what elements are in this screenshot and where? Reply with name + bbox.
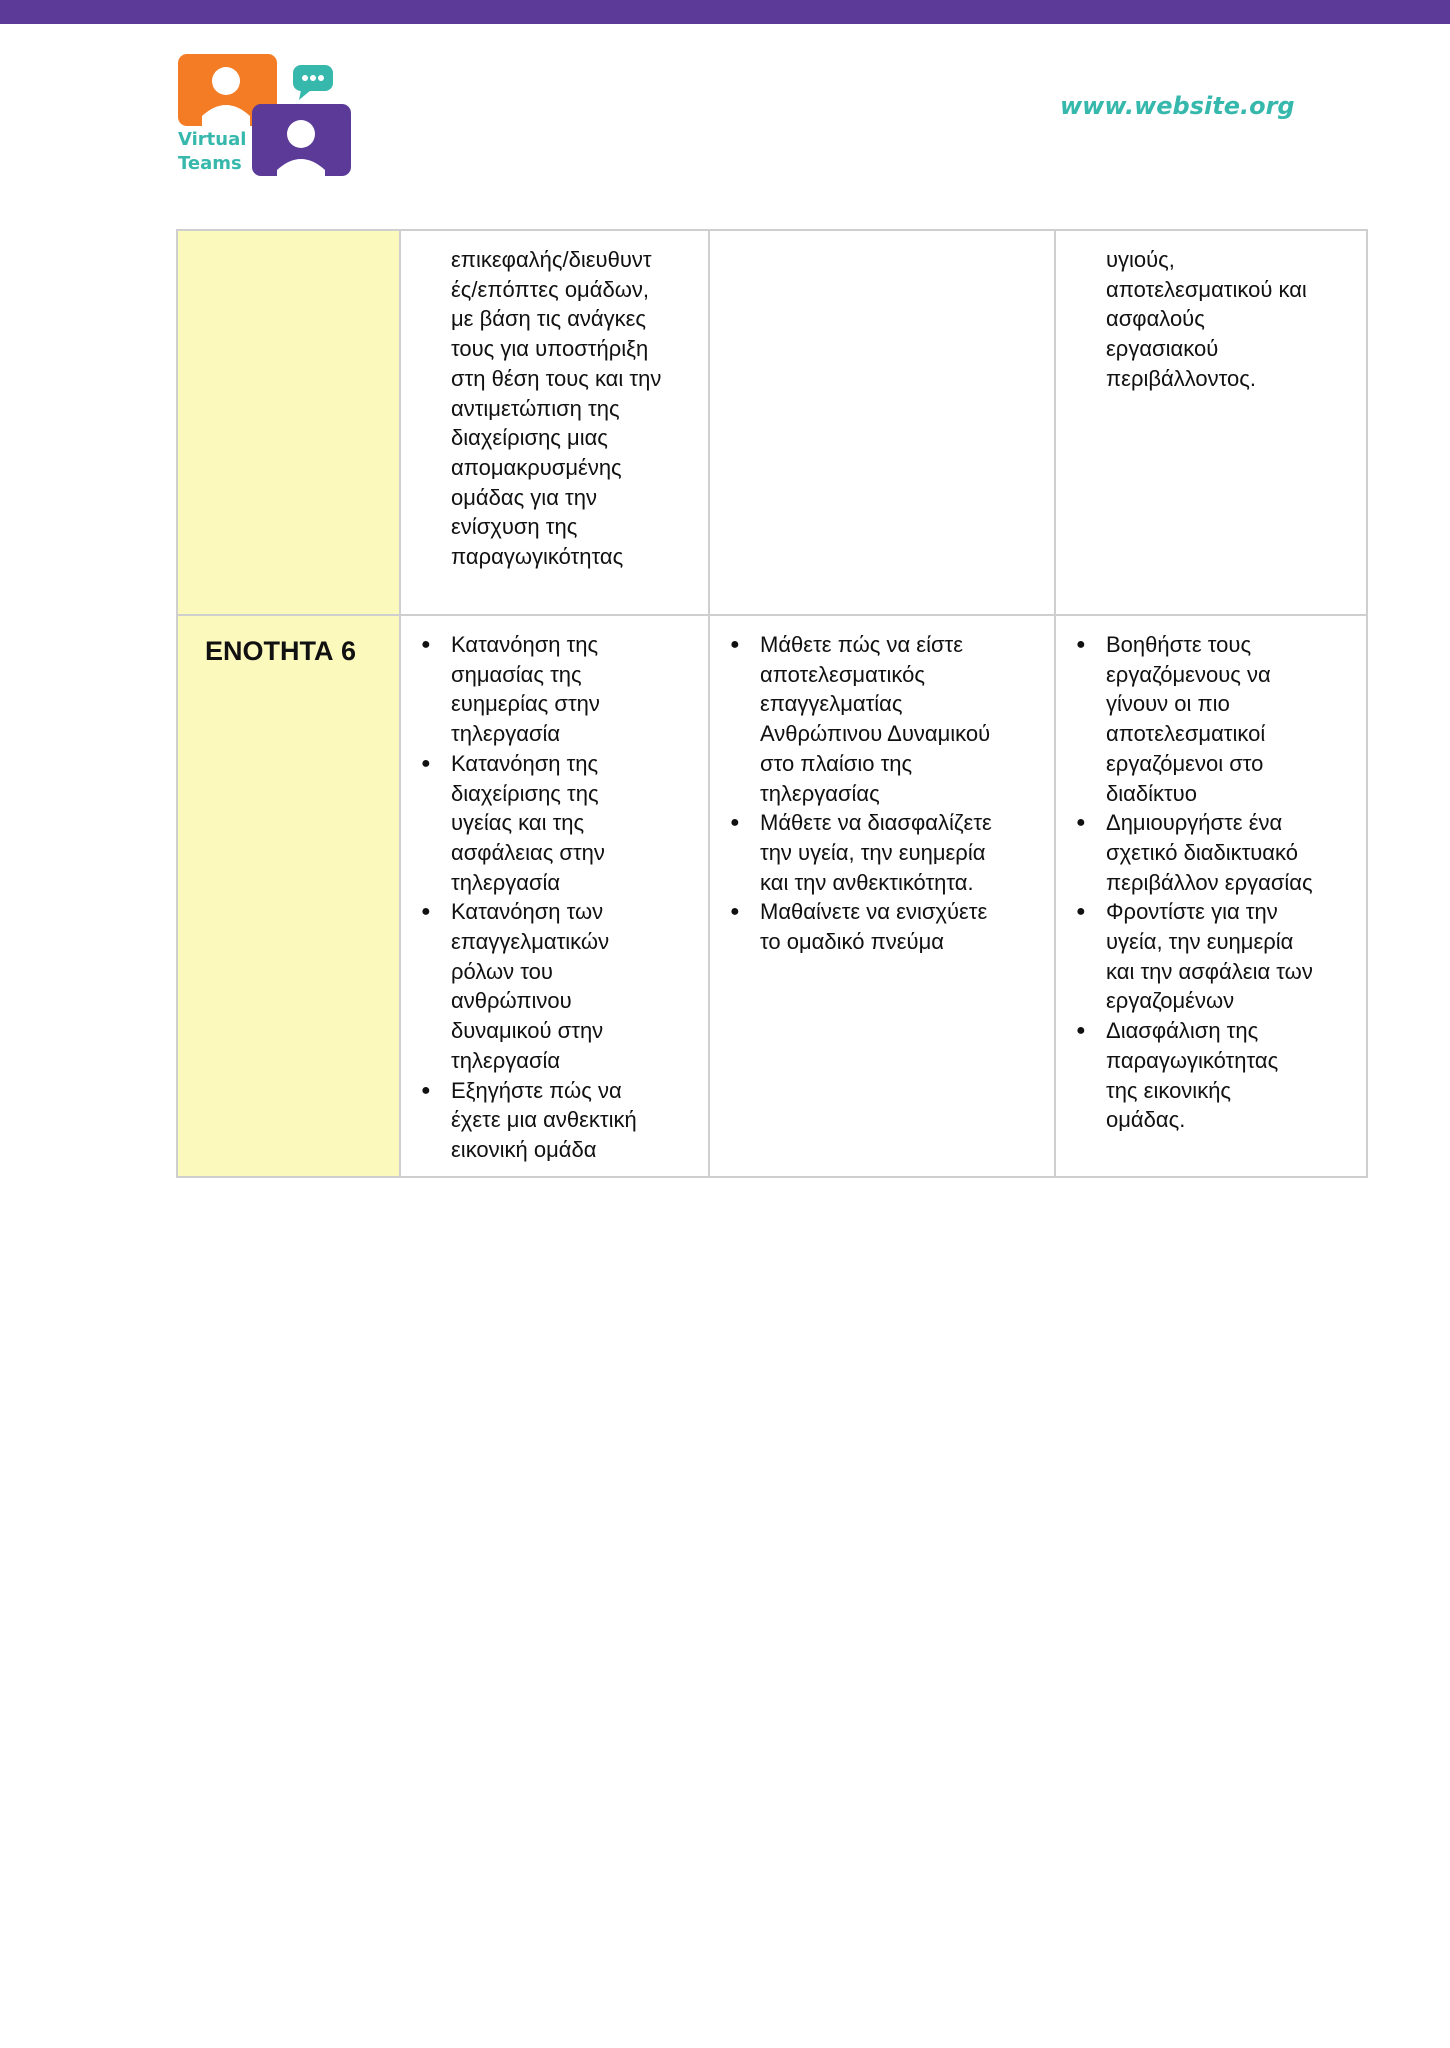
table-row xyxy=(177,230,1367,615)
list-item: ● Κατανόηση των επαγγελματικών ρόλων του ανθρώπινου δυναμικού στην τηλεργασία xyxy=(451,897,698,1075)
list-item: ● Κατανόηση της σημασίας της ευημερίας στην τηλεργασία xyxy=(451,630,698,749)
bullet-list xyxy=(401,616,708,1173)
table-cell xyxy=(400,230,709,615)
list-item: ● Μάθετε πώς να είστε αποτελεσματικός επαγγελματίας Ανθρώπινου Δυναμικού στο πλαίσιο της τηλεργασίας xyxy=(760,630,1044,808)
unit-label-cell xyxy=(177,230,400,615)
unit-title: ΕΝΟΤΗΤΑ 6 xyxy=(205,636,357,666)
list-item: ● Μαθαίνετε να ενισχύετε το ομαδικό πνεύμα xyxy=(760,897,1044,956)
list-item: ● Δημιουργήστε ένα σχετικό διαδικτυακό περιβάλλον εργασίας xyxy=(1106,808,1356,897)
table-cell xyxy=(709,230,1055,615)
curriculum-table xyxy=(176,229,1368,1178)
cell-text: υγιούς, αποτελεσματικού και ασφαλούς εργασιακού περιβάλλοντος. xyxy=(1106,247,1307,391)
table-cell xyxy=(1055,615,1367,1177)
chat-bubble-icon xyxy=(293,65,333,100)
table-cell xyxy=(400,615,709,1177)
bullet-list xyxy=(1056,616,1366,1143)
unit-label-cell xyxy=(177,615,400,1177)
list-item: ● Φροντίστε για την υγεία, την ευημερία και την ασφάλεια των εργαζομένων xyxy=(1106,897,1356,1016)
list-item: ● Μάθετε να διασφαλίζετε την υγεία, την ευημερία και την ανθεκτικότητα. xyxy=(760,808,1044,897)
website-url[interactable]: www.website.org xyxy=(1060,92,1295,120)
list-item: ● Βοηθήστε τους εργαζόμενους να γίνουν οι πιο αποτελεσματικοί εργαζόμενοι στο διαδίκτυο xyxy=(1106,630,1356,808)
top-color-bar xyxy=(0,0,1450,24)
logo-text-line2: Teams xyxy=(178,153,242,174)
table-cell xyxy=(709,615,1055,1177)
list-item: ● Διασφάλιση της παραγωγικότητας της εικονικής ομάδας. xyxy=(1106,1016,1356,1135)
list-item: ● Κατανόηση της διαχείρισης της υγείας και της ασφάλειας στην τηλεργασία xyxy=(451,749,698,898)
logo-text xyxy=(178,128,268,176)
table-cell xyxy=(1055,230,1367,615)
logo-text-line1: Virtual xyxy=(178,129,247,150)
bullet-list xyxy=(710,616,1054,965)
table-row xyxy=(177,615,1367,1177)
cell-text xyxy=(710,231,1054,265)
cell-text: επικεφαλής/διευθυντ ές/επόπτες ομάδων, με βάση τις ανάγκες τους για υποστήριξη στη θέση τους και την αντιμετώπιση της διαχείρισης μιας απομακρυσμένης ομάδας για την ενίσχυση της παραγωγικότητας xyxy=(451,247,662,570)
list-item: ● Εξηγήστε πώς να έχετε μια ανθεκτική εικονική ομάδα xyxy=(451,1076,698,1165)
